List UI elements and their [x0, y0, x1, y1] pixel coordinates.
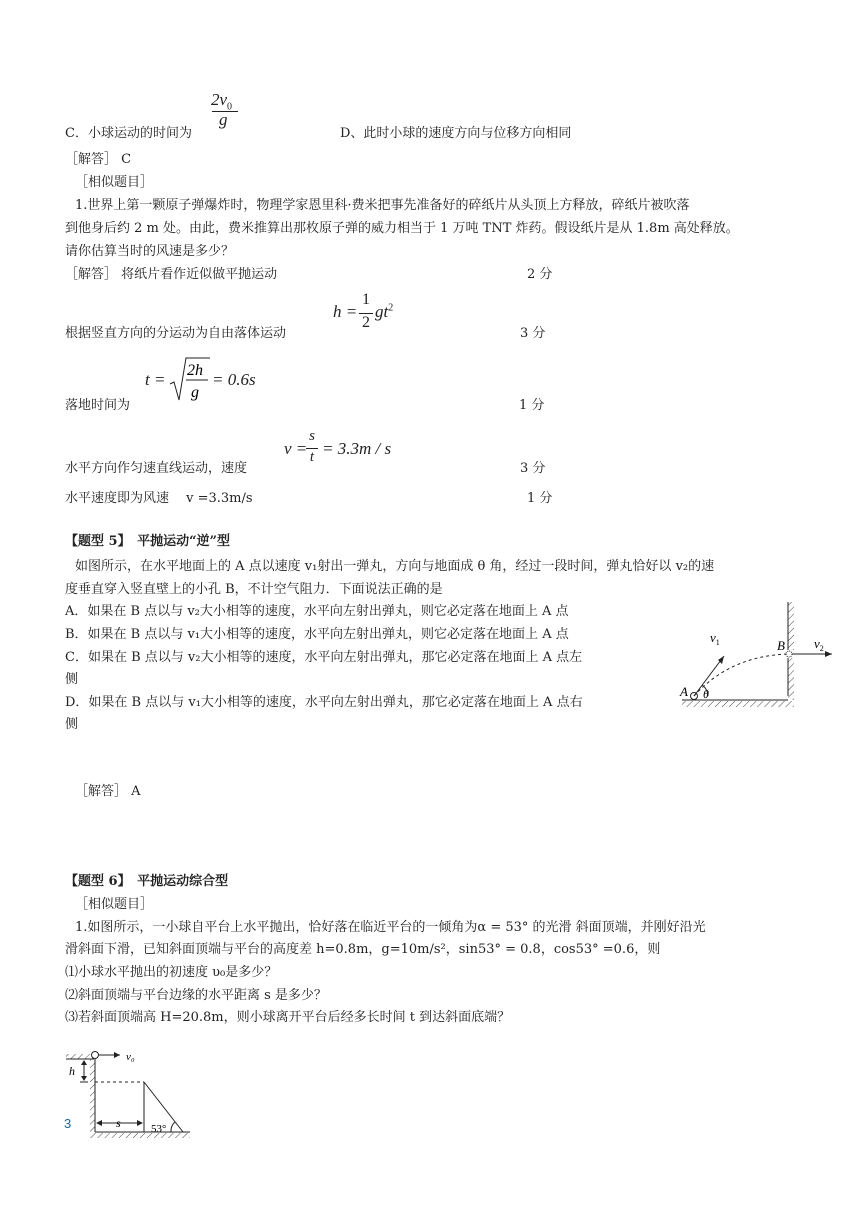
page-number: 3: [64, 1116, 72, 1131]
label-v1: $v_1$: [710, 630, 720, 647]
solution-step-1-score: 2 分: [527, 267, 553, 282]
svg-text:2h: 2h: [187, 362, 203, 379]
label-b: B: [777, 638, 785, 653]
type-5-option-c-2: 侧: [65, 672, 79, 687]
type-5-stem-2: 度垂直穿入竖直壁上的小孔 B，不计空气阻力．下面说法正确的是: [65, 582, 443, 597]
formula-t-den: t: [309, 449, 315, 465]
type-6-similar: ［相似题目］: [75, 897, 154, 912]
solution-step-3: 落地时间为: [65, 398, 131, 413]
type-5-heading: 【题型 5】 平抛运动“逆”型: [65, 534, 231, 549]
type-5-answer: ［解答］ A: [75, 784, 141, 799]
type-6-heading: 【题型 6】 平抛运动综合型: [65, 874, 229, 889]
type-6-question-1: ⑴小球水平抛出的初速度 υ₀是多少？: [65, 965, 278, 980]
svg-text:g: g: [191, 384, 199, 401]
label-v2: $v_2$: [814, 636, 824, 653]
label-theta: θ: [703, 687, 709, 701]
type-6-line-2: 滑斜面下滑，已知斜面顶端与平台的高度差 h=0.8m，g=10m/s²，sin53° = 0.8，cos53° =0.6，则: [65, 942, 661, 957]
solution-step-5: 水平速度即为风速 v =3.3m/s: [65, 491, 253, 506]
formula-h-rhs: $gt^2$: [375, 302, 394, 321]
type-5-option-d-1: D．如果在 B 点以与 v₁大小相等的速度，水平向左射出弹丸，那它必定落在地面上 A 点右: [65, 695, 583, 710]
solution-step-1: ［解答］ 将纸片看作近似做平抛运动: [65, 267, 278, 282]
label-h: h: [69, 1064, 75, 1078]
solution-step-2-score: 3 分: [520, 326, 546, 341]
question-1-line-1: 1.世界上第一颗原子弹爆炸时，物理学家恩里科·费米把事先准备好的碎纸片从头顶上方释放，碎纸片被吹落: [75, 198, 690, 213]
answer-c: ［解答］ C: [65, 152, 132, 167]
fraction-g-denominator: g: [219, 110, 228, 129]
label-a: A: [680, 684, 688, 699]
label-v0: v₀: [126, 1051, 135, 1063]
platform-incline-figure: [64, 1044, 194, 1144]
label-s: s: [116, 1116, 121, 1130]
solution-step-3-score: 1 分: [519, 398, 545, 413]
similar-title: ［相似题目］: [75, 175, 154, 190]
type-5-option-a: A．如果在 B 点以与 v₂大小相等的速度，水平向左射出弹丸，则它必定落在地面上 A 点: [65, 604, 569, 619]
type-6-line-1: 1.如图所示，一小球自平台上水平抛出，恰好落在临近平台的一倾角为α = 53° 的光滑 斜面顶端，并刚好沿光: [75, 920, 706, 935]
type-6-question-2: ⑵斜面顶端与平台边缘的水平距离 s 是多少？: [65, 988, 327, 1003]
projectile-wall-figure: [668, 598, 838, 716]
type-5-option-d-2: 侧: [65, 717, 79, 732]
type-6-question-3: ⑶若斜面顶端高 H=20.8m，则小球离开平台后经多长时间 t 到达斜面底端？: [65, 1010, 511, 1025]
formula-s-num: s: [309, 428, 315, 444]
formula-v-rhs: = 3.3m / s: [322, 439, 392, 458]
solution-step-5-score: 1 分: [527, 491, 553, 506]
type-5-option-b: B．如果在 B 点以与 v₁大小相等的速度，水平向左射出弹丸，则它必定落在地面上 A 点: [65, 627, 569, 642]
solution-step-4-score: 3 分: [520, 461, 546, 476]
solution-step-4: 水平方向作匀速直线运动，速度: [65, 461, 248, 476]
formula-half-den: 2: [362, 314, 370, 331]
formula-t-rhs: = 0.6s: [212, 370, 256, 389]
fraction-2v0-numerator: $2v_0$: [211, 90, 233, 113]
question-1-line-2: 到他身后约 2 m 处。由此，费米推算出那枚原子弹的威力相当于 1 万吨 TNT 炸药。假设纸片是从 1.8m 高处释放。: [65, 221, 739, 236]
label-angle: 53°: [151, 1123, 167, 1135]
solution-step-2: 根据竖直方向的分运动为自由落体运动: [65, 326, 287, 341]
type-5-option-c-1: C．如果在 B 点以与 v₂大小相等的速度，水平向左射出弹丸，那它必定落在地面上 A 点左: [65, 650, 583, 665]
option-c: C．小球运动的时间为: [65, 126, 192, 141]
formula-h-lhs: h =: [333, 302, 358, 321]
formula-v-lhs: v =: [284, 439, 308, 458]
formula-t-lhs: t =: [145, 370, 166, 389]
type-5-stem-1: 如图所示，在水平地面上的 A 点以速度 v₁射出一弹丸，方向与地面成 θ 角，经过一段时间，弹丸恰好以 v₂的速: [75, 559, 715, 574]
option-d: D、此时小球的速度方向与位移方向相同: [340, 126, 572, 141]
question-1-line-3: 请你估算当时的风速是多少？: [65, 244, 235, 259]
formula-half-num: 1: [362, 291, 370, 308]
